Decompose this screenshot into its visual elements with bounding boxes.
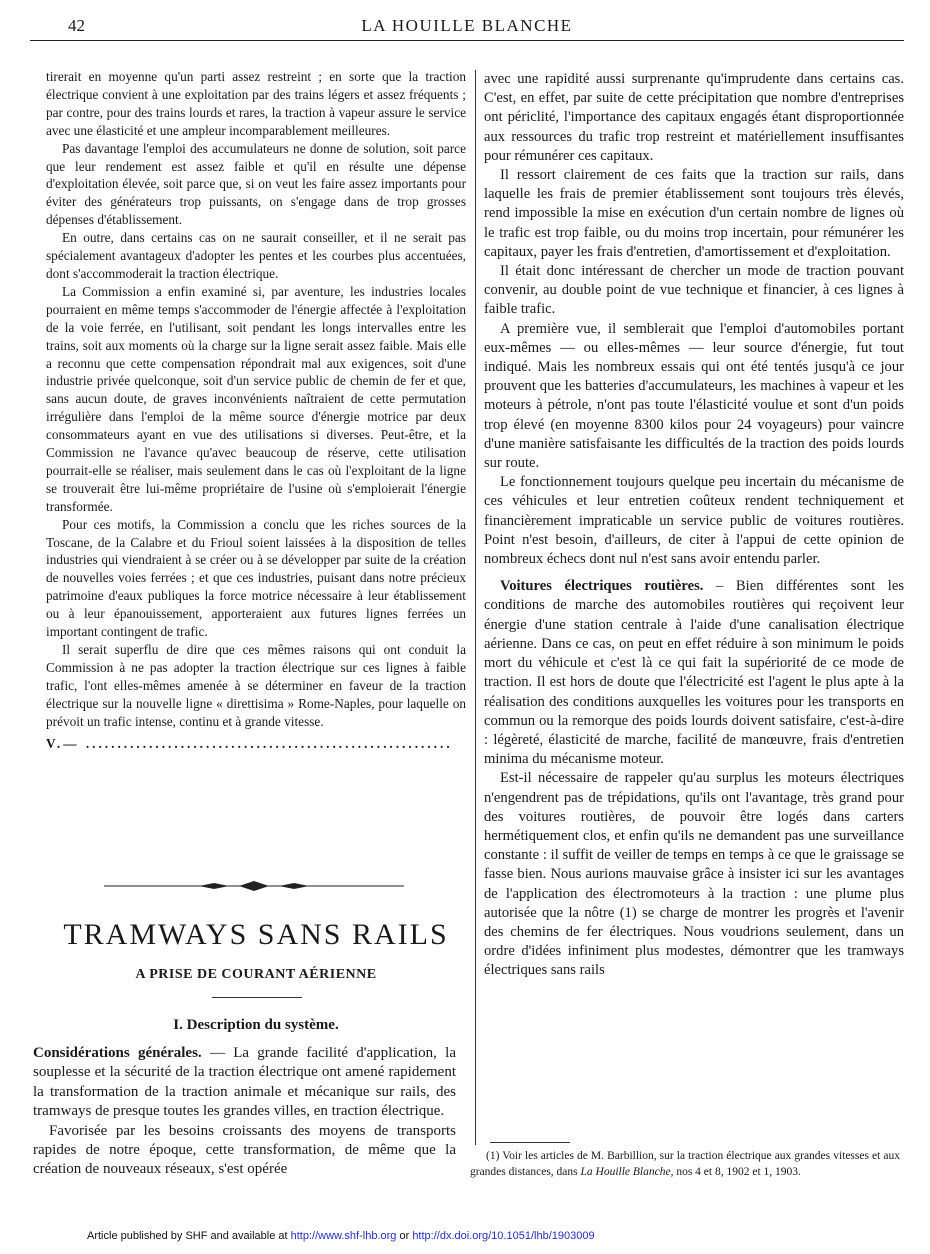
section-heading: I. Description du système. <box>173 1017 339 1033</box>
footnote-rule <box>490 1142 570 1143</box>
paragraph: La Commission a enfin examiné si, par aventure, les industries locales pourraient en même temps s'accommoder de l'énergie affectée à l'exploitation de la voie ferrée, en l'utilisant, soit pendant les longs intervalles entre les trains, soit aux moments où la charge sur la ligne serait assez faible. Mais elle a reconnu que cette compensation répondrait mal aux exigences, soit d'une industrie privée quelconque, soit d'un service public de chemin de fer et que, sans aucun doute, de graves inconvénients naîtraient de cette permutation irrégulière dans l'emploi de la même source d'énergie motrice par deux consommateurs ayant en vue des utilisations si diverses. Peut-être, et la Commission ne l'avance qu'avec beaucoup de réserve, cette utilisation pourrait-elle se réaliser, mais seulement dans le cas où l'exploitant de la ligne se trouverait être lui-même propriétaire de l'usine où s'emploierait l'énergie transformée. <box>46 283 466 514</box>
page-header <box>30 14 904 41</box>
credit-prefix: Article published by SHF and available at <box>87 1230 291 1242</box>
left-column-bottom <box>33 1044 456 1180</box>
right-column <box>484 70 904 981</box>
footnote <box>470 1148 900 1180</box>
column-divider <box>475 70 476 1145</box>
title-rule <box>212 997 302 998</box>
article-subtitle: A PRISE DE COURANT AÉRIENNE <box>135 967 377 982</box>
paragraph: Pas davantage l'emploi des accumulateurs ne donne de solution, soit parce que leur rendement est assez faible et qu'il en résulte une dépense d'exploitation élevée, soit parce que, si on veut les faire assez importants pour éviter des générateurs trop puissants, on s'engage dans de trop grosses dépenses d'établissement. <box>46 140 466 228</box>
paragraph: A première vue, il semblerait que l'emploi d'automobiles portant eux-mêmes — ou elles-mêmes — leur source d'énergie, fut tout indiqué. Mais les nombreux essais qui ont été tentés jusqu'à ce jour prouvent que les batteries d'accumulateurs, les machines à vapeur et les moteurs à pétrole, n'ont pas toute l'élasticité voulue et sont d'un poids trop élevé (en moyenne 8300 kilos pour 24 voyageurs) pour vaincre d'une manière satisfaisante les difficultés de la traction des poids lourds sur route. <box>484 320 904 472</box>
publication-credit <box>87 1230 847 1242</box>
journal-title: LA HOUILLE BLANCHE <box>361 16 573 35</box>
paragraph: Pour ces motifs, la Commission a conclu que les riches sources de la Toscane, de la Calabre et du Frioul soient laissées à la disposition de telles industries qui viendraient à se créer ou à se développer par suite de la création de nouvelles voies ferrées ; et que ces industries, puisant dans notre précieux patrimoine d'eaux publiques la force motrice nécessaire à leur établissement ou à leur épanouissement, apporteraient aux futures lignes ferrées un important contingent de trafic. <box>46 516 466 640</box>
footnote-text-end: , nos 4 et 8, 1902 et 1, 1903. <box>670 1166 801 1178</box>
paragraph: En outre, dans certains cas on ne saurait conseiller, et il ne serait pas spécialement avantageux d'adopter les pentes et les courbes plus accentuées, dont s'accommoderait la traction électrique. <box>46 230 466 281</box>
paragraph: avec une rapidité aussi surprenante qu'imprudente dans certains cas. C'est, en effet, par suite de cette précipitation que nombre d'entreprises ont périclité, l'importance des capitaux engagés étant disproportionnée aux ressources du trafic trop restreint et matériellement insuffisantes pour rémunérer ces capitaux. <box>484 71 904 164</box>
run-in-heading: Voitures électriques routières. <box>500 578 704 595</box>
footnote-journal: La Houille Blanche <box>580 1166 671 1178</box>
paragraph: Il serait superflu de dire que ces mêmes raisons qui ont conduit la Commission à ne pas adopter la traction électrique sur ces lignes à faible trafic, l'ont elles-mêmes amenée à se déterminer en faveur de la traction électrique sur la nouvelle ligne « direttisima » Rome-Naples, pour laquelle on prévoit un trafic intense, continu et à grande vitesse. <box>46 642 466 729</box>
section-end-mark: V.— .......................................................... <box>46 735 453 751</box>
paragraph: Est-il nécessaire de rappeler qu'au surplus les moteurs électriques n'engendrent pas de trépidations, qu'ils ont l'avantage, très grand pour des voitures routières, de pouvoir être logés dans carters hermétiquement clos, et enfin qu'ils ne demandent pas une surveillance constante : il suffit de veiller de temps en temps à ce que le graissage se fasse bien. Nous aurions mauvaise grâce à insister ici sur les avantages de l'application des électromoteurs à la traction : une plume plus autorisée que la nôtre (1) se charge de montrer les progrès et l'avenir des chemins de fer électriques. Nous voudrions seulement, dans un ordre d'idées infiniment plus modestes, démontrer que les tramways électriques sans rails <box>484 770 904 979</box>
paragraph: Il ressort clairement de ces faits que la traction sur rails, dans laquelle les frais de premier établissement sont toujours très élevés, rend impossible la mise en exécution d'un certain nombre de lignes où le trafic est trop faible, ou du moins trop incertain, pour rémunérer les capitaux, payer les frais d'entretien, d'amortissement et d'exploitation. <box>484 167 904 260</box>
paragraph: Il était donc intéressant de chercher un mode de traction pouvant convenir, au double point de vue technique et financier, à ces lignes à faible trafic. <box>484 263 904 318</box>
page-number: 42 <box>68 16 85 35</box>
footnote-text: (1) Voir les articles de M. Barbillion, sur la traction électrique aux grandes vitesses et aux grandes distances, dans <box>470 1150 900 1178</box>
shf-link[interactable]: http://www.shf-lhb.org <box>290 1230 397 1242</box>
doi-link[interactable]: http://dx.doi.org/10.1051/lhb/1903009 <box>412 1230 595 1242</box>
paragraph: Le fonctionnement toujours quelque peu incertain du mécanisme de ces véhicules et leur entretien coûteux rendent techniquement et financièrement impraticable un service public de voitures routières. Point n'est besoin, d'ailleurs, de citer à l'appui de cette opinion de nombreux échecs dont nul n'est sans avoir entendu parler. <box>484 474 904 568</box>
credit-middle: or <box>396 1230 413 1242</box>
paragraph-text: – Bien différentes sont les conditions de marche des automobiles routières qui reçoivent leur énergie d'une station centrale à l'aide d'une canalisation électrique aérienne. Dans ce cas, on peut en effet réduire à son minimum le poids mort du véhicule et c'est là ce qui fait la supériorité de ce mode de traction. Il est hors de doute que l'électricité est l'agent le plus apte à la réalisation des conditions auxquelles les voitures pour les transports en commun ou la remorque des poids lourds doivent satisfaire, c'est-à-dire : légèreté, élasticité de marche, facilité de manœuvre, frais d'entretien minima du mécanisme moteur. <box>484 578 904 768</box>
left-column <box>46 68 466 752</box>
article-title: TRAMWAYS SANS RAILS <box>63 918 449 951</box>
paragraph: tirerait en moyenne qu'un parti assez restreint ; en sorte que la traction électrique convient à une exploitation par des trains légers et assez fréquents ; par contre, pour des trains lourds et rares, la traction à vapeur assure le service avec une élasticité et une ampleur incomparablement meilleures. <box>46 69 466 138</box>
run-in-heading: Considérations générales. <box>33 1045 202 1061</box>
paragraph-text: — La grande facilité d'application, la souplesse et la sécurité de la traction électrique ont amené rapidement la transformation de la traction animale et mécanique sur rails, des tramways de presque toutes les grandes villes, en traction électrique. <box>33 1045 456 1120</box>
paragraph: Favorisée par les besoins croissants des moyens de transports rapides de notre époque, cette transformation, de même que la création de nouveaux réseaux, s'est opérée <box>33 1122 456 1178</box>
ornament-divider <box>104 880 404 892</box>
